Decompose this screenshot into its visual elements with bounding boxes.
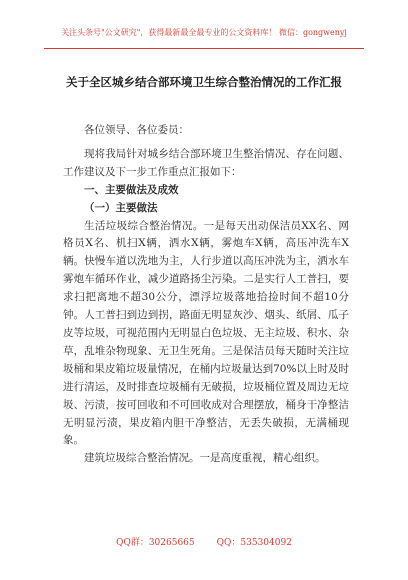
- intro-paragraph: 现将我局针对城乡结合部环境卫生整治情况、存在问题、工作建议及下一步工作重点汇报如下：: [63, 147, 349, 178]
- header-divider: [44, 48, 364, 49]
- document-title: 关于全区城乡结合部环境卫生综合整治情况的工作汇报: [66, 75, 342, 89]
- document-body: [63, 122, 349, 468]
- header-promo-note: 关注头条号"公文研究"，获得最新最全最专业的公文资料库！ 微信：gongwenyj: [61, 28, 347, 37]
- qq-group-number: QQ群：30265665: [116, 538, 195, 548]
- qq-number: QQ：535304092: [216, 538, 292, 548]
- section-heading: 一、主要做法及成效: [84, 183, 179, 196]
- body-paragraph: 建筑垃圾综合整治情况。一是高度重视，精心组织。: [84, 452, 326, 465]
- salutation: 各位领导、各位委员：: [84, 124, 189, 136]
- subsection-heading: （一）主要做法: [84, 201, 158, 214]
- body-paragraph: 生活垃圾综合整治情况。一是每天出动保洁员XX名、网格员X名、机扫X辆，洒水X辆，雾炮车X辆，高压冲洗车X辆。快慢车道以洗地为主，人行步道以高压冲洗为主，洒水车雾炮车循环作业，减少道路扬尘污染。二是实行人工普扫，要求扫把离地不超30公分，漂浮垃圾落地拾捡时间不超10分钟。人工普扫到边到拐，路面无明显灰沙、烟头、纸屑、瓜子皮等垃圾，可视范围内无明显白色垃圾、无主垃圾、积水、杂草，乱堆杂物现象、无卫生死角。三是保洁员每天随时关注垃圾桶和果皮箱垃圾量情况，在桶内垃圾量达到70%以上时及时进行清运，及时排查垃圾桶有无破损，垃圾桶位置及周边无垃圾、污渍，按可回收和不可回收成对合理摆放，桶身干净整洁无明显污渍，果皮箱内胆干净整洁，无丢失破损，无满桶现象。: [63, 219, 349, 447]
- footer-contact: [0, 535, 408, 548]
